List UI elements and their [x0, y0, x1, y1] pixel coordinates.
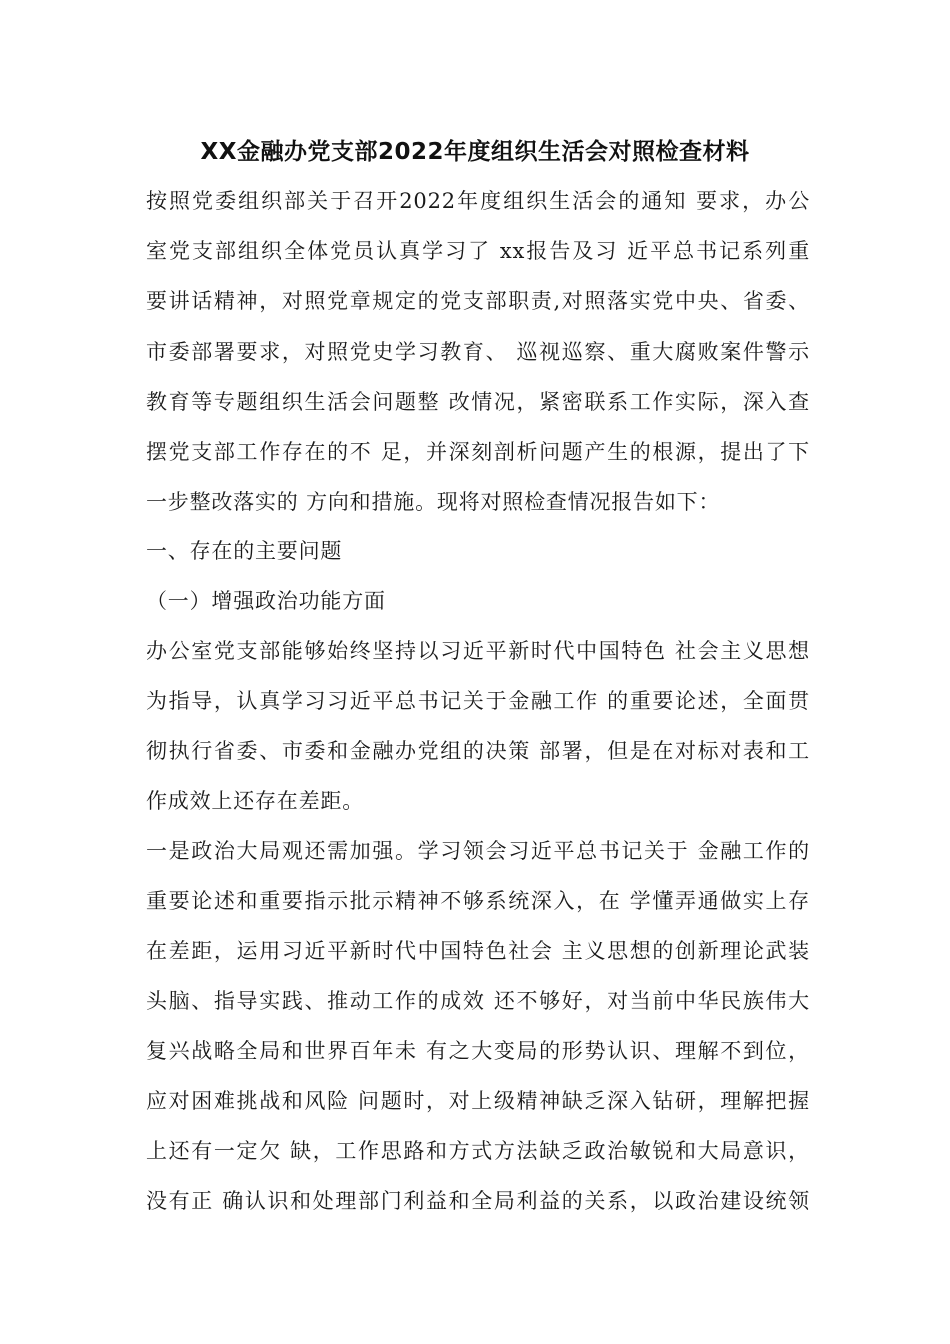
- intro-line-5: 教育等专题组织生活会问题整 改情况，紧密联系工作实际，深入查: [146, 390, 810, 414]
- para2-line-5: 复兴战略全局和世界百年未 有之大变局的形势认识、理解不到位，: [146, 1039, 810, 1063]
- intro-line-6: 摆党支部工作存在的不 足，并深刻剖析问题产生的根源，提出了下: [146, 440, 810, 464]
- intro-line-1: 按照党委组织部关于召开2022年度组织生活会的通知 要求，办公: [146, 189, 810, 213]
- intro-line-7: 一步整改落实的 方向和措施。现将对照检查情况报告如下：: [146, 490, 721, 514]
- para1-line-2: 为指导，认真学习习近平总书记关于金融工作 的重要论述，全面贯: [146, 689, 810, 713]
- para2-line-1: 一是政治大局观还需加强。学习领会习近平总书记关于 金融工作的: [146, 839, 810, 863]
- para2-line-6: 应对困难挑战和风险 问题时，对上级精神缺乏深入钻研，理解把握: [146, 1089, 810, 1113]
- para2-line-7: 上还有一定欠 缺，工作思路和方式方法缺乏政治敏锐和大局意识，: [146, 1139, 810, 1163]
- para1-line-1: 办公室党支部能够始终坚持以习近平新时代中国特色 社会主义思想: [146, 639, 810, 663]
- section-heading: 一、存在的主要问题: [146, 539, 343, 563]
- para2-line-3: 在差距，运用习近平新时代中国特色社会 主义思想的创新理论武装: [146, 939, 810, 963]
- para2-line-8: 没有正 确认识和处理部门利益和全局利益的关系，以政治建设统领: [146, 1189, 810, 1213]
- para1-line-3: 彻执行省委、市委和金融办党组的决策 部署，但是在对标对表和工: [146, 739, 810, 763]
- document-title: XX金融办党支部2022年度组织生活会对照检查材料: [200, 139, 750, 165]
- para2-line-2: 重要论述和重要指示批示精神不够系统深入，在 学懂弄通做实上存: [146, 889, 810, 913]
- intro-line-2: 室党支部组织全体党员认真学习了 xx报告及习 近平总书记系列重: [146, 239, 810, 263]
- intro-line-3: 要讲话精神，对照党章规定的党支部职责,对照落实党中央、省委、: [146, 289, 810, 313]
- para2-line-4: 头脑、指导实践、推动工作的成效 还不够好，对当前中华民族伟大: [146, 989, 810, 1013]
- intro-line-4: 市委部署要求，对照党史学习教育、 巡视巡察、重大腐败案件警示: [146, 340, 810, 364]
- para1-line-4: 作成效上还存在差距。: [146, 789, 364, 813]
- subsection-heading: （一）增强政治功能方面: [146, 589, 386, 613]
